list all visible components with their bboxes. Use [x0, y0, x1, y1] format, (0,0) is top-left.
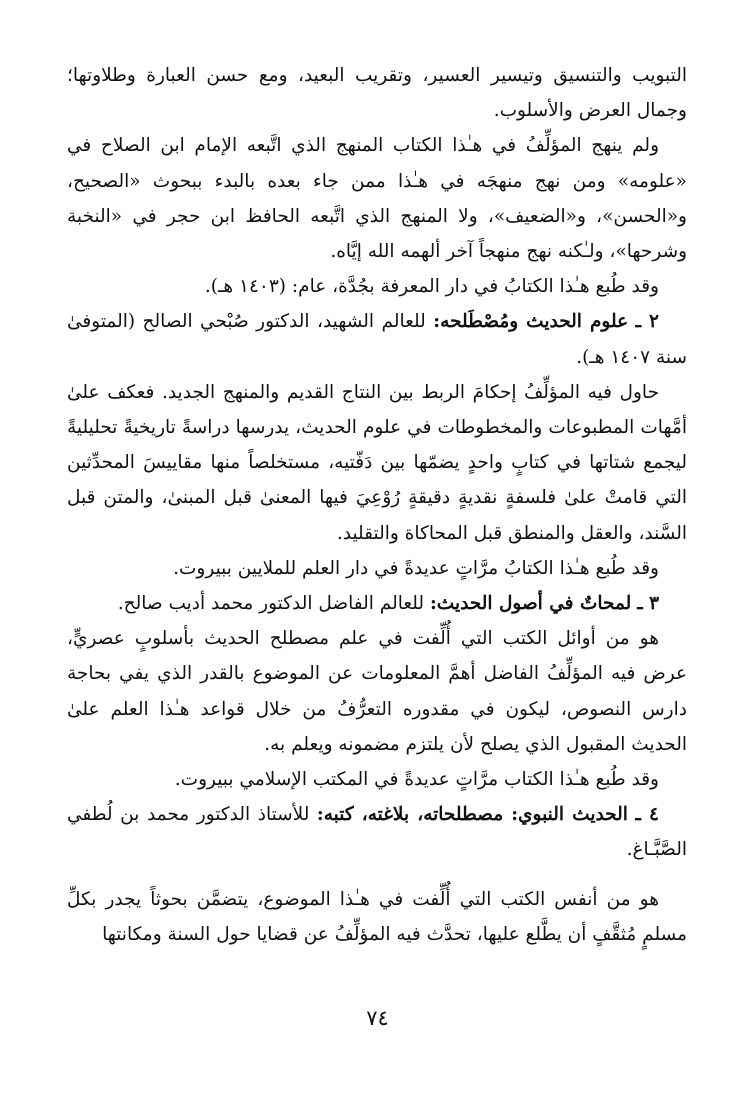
- page-body: [67, 58, 687, 952]
- paragraph: وقد طُبع هـٰذا الكتابُ مرَّاتٍ عديدةً في دار العلم للملايين ببيروت.: [173, 557, 659, 579]
- paragraph: التبويب والتنسيق وتيسير العسير، وتقريب البعيد، ومع حسن العبارة وطلاوتها؛ وجمال العرض والأسلوب.: [67, 65, 687, 122]
- page-number: ٧٤: [366, 1006, 389, 1030]
- paragraph: وقد طُبع هـٰذا الكتابُ في دار المعرفة بجُدَّة، عام: (١٤٠٣ هـ).: [204, 276, 659, 298]
- entry-number: ٢ ـ: [635, 311, 659, 333]
- book-author: للأستاذ الدكتور محمد بن لُطفي الصَّبَّـاغ.: [67, 804, 687, 861]
- book-entry-3: [67, 586, 687, 621]
- paragraph: وقد طُبع هـٰذا الكتاب مرَّاتٍ عديدةً في المكتب الإسلامي ببيروت.: [174, 769, 659, 791]
- paragraph: حاول فيه المؤلِّفُ إحكامَ الربط بين النتاج القديم والمنهج الجديد. فعكف علىٰ أمَّهات المطبوعات والمخطوطات في علوم الحديث، يدرسها دراسةً تاريخيةً تحليليةً ليجمع شتاتها في كتابٍ واحدٍ يضمّها بين دَفّتيه، مستخلصاً منها مقاييسَ المحدِّثين التي قامتْ علىٰ فلسفةٍ نقديةٍ دقيقةٍ رُوْعِيَ فيها المعنىٰ قبل المبنىٰ، والمتن قبل السَّند، والعقل والمنطق قبل المحاكاة والتقليد.: [67, 381, 687, 544]
- paragraph: هو من أوائل الكتب التي أُلِّفت في علم مصطلح الحديث بأسلوبٍ عصريٍّ، عرض فيه المؤلِّفُ الفاضل أهمَّ المعلومات عن الموضوع بالقدر الذي يفي بحاجة دارس النصوص، ليكون في مقدوره التعرُّفُ من خلال قواعد هـٰذا العلم علىٰ الحديث المقبول الذي يصلح لأن يلتزم مضمونه ويعلم به.: [67, 628, 687, 755]
- paragraph: هو من أنفس الكتب التي أُلِّفت في هـٰذا الموضوع، يتضمَّن بحوثاً يجدر بكلِّ مسلمٍ مُثقَّفٍ أن يطَّلع عليها، تحدَّث فيه المؤلِّفُ عن قضايا حول السنة ومكانتها: [67, 888, 687, 945]
- entry-number: ٣ ـ: [637, 593, 659, 615]
- book-title: علوم الحديث ومُصْطَلحه:: [433, 311, 629, 333]
- book-entry-2: [67, 304, 687, 374]
- book-title: لمحاتٌ في أصول الحديث:: [429, 593, 632, 615]
- paragraph: ولم ينهج المؤلِّفُ في هـٰذا الكتاب المنهج الذي اتَّبعه الإمام ابن الصلاح في «علومه» ومن نهج منهجَه في هـٰذا ممن جاء بعده بالبدء ببحوث «الصحيح، و«الحسن»، و«الضعيف»، ولا المنهج الذي اتَّبعه الحافظ ابن حجر في «النخبة وشرحها»، ولـٰكنه نهج منهجاً آخر ألهمه الله إيَّاه.: [67, 135, 687, 263]
- book-author: للعالم الفاضل الدكتور محمد أديب صالح.: [117, 593, 430, 615]
- book-title: الحديث النبوي: مصطلحاته، بلاغته، كتبه:: [316, 804, 628, 826]
- entry-number: ٤ ـ: [635, 804, 659, 826]
- book-author: للعالم الشهيد، الدكتور صُبْحي الصالح (المتوفىٰ سنة ١٤٠٧ هـ).: [67, 311, 687, 368]
- book-entry-4: [67, 797, 687, 867]
